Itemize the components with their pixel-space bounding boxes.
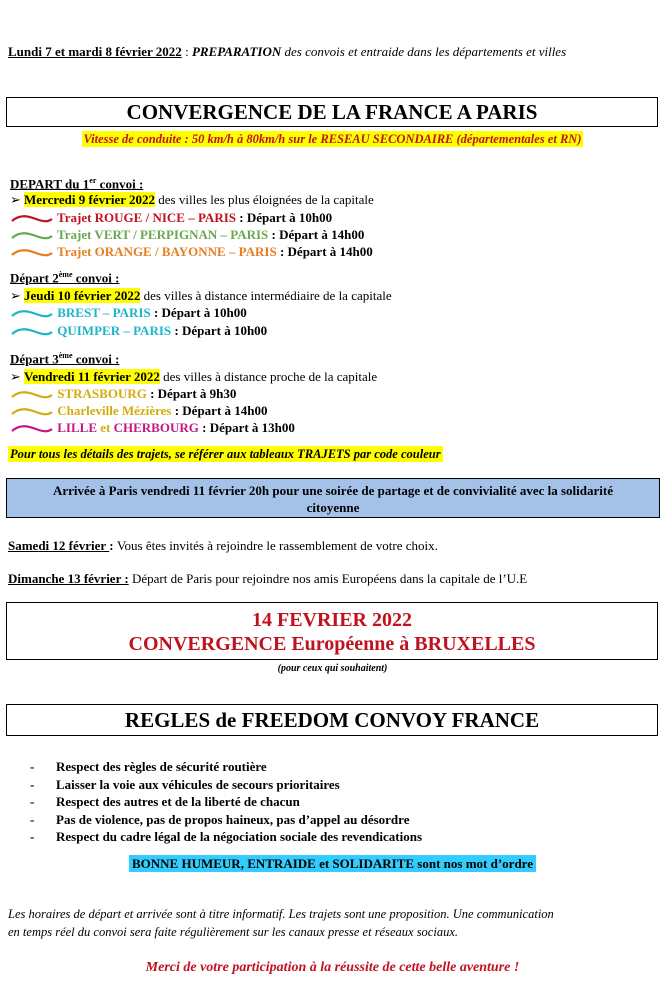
route-name-b: CHERBOURG (113, 420, 199, 435)
list-item (30, 811, 422, 829)
route-sep: : (276, 244, 288, 259)
list-item (30, 758, 422, 776)
cyan-route-wave-icon (10, 327, 54, 337)
thanks: Merci de votre participation à la réussite de cette belle aventure ! (145, 960, 520, 975)
route-time: Départ à 14h00 (287, 244, 373, 259)
route-name: QUIMPER – PARIS (57, 323, 172, 338)
convoy2-heading (10, 270, 119, 286)
brussels-box (6, 602, 658, 660)
list-item (30, 793, 422, 811)
convoy3-heading-sup: ème (58, 351, 73, 360)
red-route-wave-icon (10, 214, 54, 224)
route-name: Trajet ORANGE / BAYONNE – PARIS (57, 244, 277, 259)
brussels-line2: CONVERGENCE Européenne à BRUXELLES (128, 633, 536, 655)
route-name: Trajet VERT / PERPIGNAN – PARIS (57, 227, 269, 242)
convoy2-date: Jeudi 10 février 2022 (24, 288, 141, 303)
header-prep-word: PREPARATION (191, 44, 282, 59)
route-row (10, 323, 267, 339)
route-time: Départ à 14h00 (182, 403, 268, 418)
route-row (10, 227, 364, 243)
route-sep: : (171, 403, 183, 418)
motto-line (0, 856, 665, 872)
saturday-text: Vous êtes invités à rejoindre le rassemblement de votre choix. (116, 538, 438, 553)
list-item (30, 776, 422, 794)
convoy3-heading (10, 351, 119, 367)
route-name-a: LILLE (57, 420, 97, 435)
brussels-line1: 14 FEVRIER 2022 (251, 609, 412, 631)
saturday-sep: : (109, 538, 117, 553)
rules-title-box (6, 704, 658, 736)
convoy1-heading-post: convoi : (96, 176, 144, 192)
route-sep: : (171, 323, 182, 338)
convoy1-heading-pre: DEPART du 1 (10, 176, 90, 192)
route-name: Trajet ROUGE / NICE – PARIS (57, 210, 237, 225)
details-note: Pour tous les détails des trajets, se référer aux tableaux TRAJETS par code couleur (10, 447, 441, 461)
saturday-label: Samedi 12 février (8, 538, 110, 553)
arrow-bullet-icon: ➢ (10, 192, 21, 207)
route-row (10, 210, 332, 226)
route-name: BREST – PARIS (57, 305, 151, 320)
route-name: Charleville Mézières (57, 403, 172, 418)
details-note-line (8, 446, 443, 462)
rule-text: Respect des autres et de la liberté de chacun (56, 794, 300, 809)
convoy1-desc: des villes les plus éloignées de la capitale (155, 192, 374, 207)
convoy2-date-line (10, 288, 392, 304)
convoy1-date: Mercredi 9 février 2022 (24, 192, 156, 207)
header-date: Lundi 7 et mardi 8 février 2022 (8, 44, 182, 59)
convergence-title: CONVERGENCE DE LA FRANCE A PARIS (126, 100, 538, 124)
convoy2-heading-sup: ème (58, 270, 73, 279)
convoy1-heading-sup: er (89, 176, 97, 185)
convoy2-desc: des villes à distance intermédiaire de la capitale (140, 288, 392, 303)
sunday-line (8, 571, 527, 587)
motto: BONNE HUMEUR, ENTRAIDE et SOLIDARITE sont nos mot d’ordre (129, 855, 536, 872)
route-time: Départ à 14h00 (279, 227, 365, 242)
route-sep: : (236, 210, 247, 225)
dash-bullet-icon: - (30, 829, 35, 844)
rule-text: Respect des règles de sécurité routière (56, 759, 267, 774)
header-line (8, 44, 566, 60)
route-time: Départ à 10h00 (246, 210, 333, 225)
convoy1-heading (10, 176, 143, 192)
route-row (10, 305, 247, 321)
convoy3-desc: des villes à distance proche de la capitale (159, 369, 378, 384)
green-route-wave-icon (10, 231, 54, 241)
route-row (10, 386, 236, 402)
convergence-title-box (6, 97, 658, 127)
convoy3-heading-pre: Départ 3 (10, 351, 59, 367)
arrow-bullet-icon: ➢ (10, 288, 21, 303)
arrow-bullet-icon: ➢ (10, 369, 21, 384)
brussels-note: (pour ceux qui souhaitent) (277, 663, 388, 674)
convoy3-date: Vendredi 11 février 2022 (24, 369, 160, 384)
speed-text: Vitesse de conduite : 50 km/h à 80km/h sur le RESEAU SECONDAIRE (départementales et RN) (83, 132, 582, 146)
convoy2-heading-post: convoi : (72, 270, 120, 286)
gold-route-wave-icon (10, 390, 54, 400)
rules-title: REGLES de FREEDOM CONVOY FRANCE (124, 708, 540, 732)
convoy3-heading-post: convoi : (72, 351, 120, 367)
rule-text: Laisser la voie aux véhicules de secours prioritaires (56, 776, 340, 792)
route-name-mid: et (97, 420, 114, 435)
arrival-box (6, 478, 660, 518)
route-row (10, 244, 373, 260)
disclaimer (8, 905, 658, 941)
route-sep: : (146, 386, 158, 401)
dash-bullet-icon: - (30, 776, 35, 792)
gold-route-wave-icon (10, 407, 54, 417)
route-sep: : (150, 305, 162, 320)
sunday-label: Dimanche 13 février : (8, 571, 129, 586)
header-sep: : (181, 44, 192, 59)
convoy1-date-line (10, 192, 374, 208)
dash-bullet-icon: - (30, 794, 35, 809)
dash-bullet-icon: - (30, 811, 35, 827)
route-sep: : (268, 227, 280, 242)
route-name: STRASBOURG (57, 386, 147, 401)
list-item (30, 828, 422, 846)
rule-text: Pas de violence, pas de propos haineux, pas d’appel au désordre (56, 811, 410, 827)
cyan-route-wave-icon (10, 309, 54, 319)
dash-bullet-icon: - (30, 759, 35, 774)
brussels-note-line (0, 663, 665, 674)
route-time: Départ à 10h00 (181, 323, 268, 338)
route-sep: : (198, 420, 210, 435)
route-time: Départ à 13h00 (209, 420, 295, 435)
route-time: Départ à 9h30 (157, 386, 237, 401)
route-time: Départ à 10h00 (161, 305, 247, 320)
rules-list (30, 758, 422, 846)
orange-route-wave-icon (10, 248, 54, 258)
disclaimer-line2: en temps réel du convoi sera faite régulièrement sur les canaux presse et réseaux sociaux. (8, 925, 458, 939)
convoy3-date-line (10, 369, 377, 385)
route-row (10, 403, 268, 419)
rule-text: Respect du cadre légal de la négociation sociale des revendications (56, 829, 423, 844)
magenta-route-wave-icon (10, 424, 54, 434)
arrival-line2: citoyenne (306, 500, 360, 515)
saturday-line (8, 538, 438, 554)
sunday-text: Départ de Paris pour rejoindre nos amis Européens dans la capitale de l’U.E (128, 571, 528, 586)
thanks-line (0, 960, 665, 976)
disclaimer-line1: Les horaires de départ et arrivée sont à titre informatif. Les trajets sont une proposition. Une communication (8, 907, 554, 921)
speed-line (0, 131, 665, 147)
header-prep-rest: des convois et entraide dans les départements et villes (281, 44, 567, 59)
route-row (10, 420, 295, 436)
convoy2-heading-pre: Départ 2 (10, 270, 59, 286)
arrival-line1: Arrivée à Paris vendredi 11 février 20h pour une soirée de partage et de convivialité avec la solidarité (53, 483, 613, 498)
